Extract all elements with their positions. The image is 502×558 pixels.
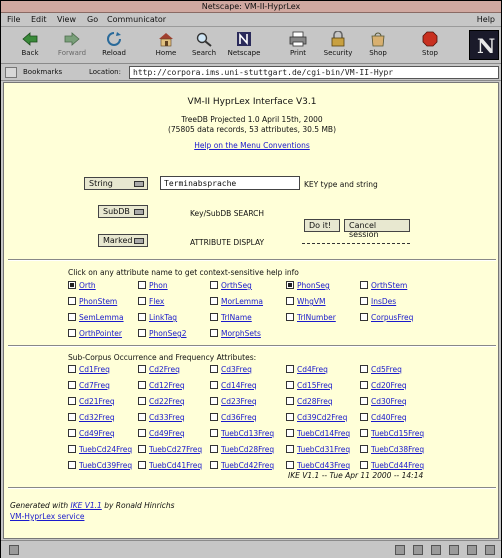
attribute-checkbox[interactable] [360, 297, 396, 307]
reload-icon [105, 31, 123, 47]
subdb-dropdown[interactable]: SubDB [98, 205, 148, 218]
shop-button[interactable]: Shop [357, 30, 399, 62]
subcorpus-checkbox[interactable] [286, 381, 333, 391]
subcorpus-checkbox[interactable] [360, 397, 407, 407]
checkbox-box[interactable] [360, 297, 368, 305]
attribute-help-link[interactable]: OrthStem [371, 281, 408, 290]
attribute-help-link[interactable]: Orth [79, 281, 96, 290]
checkbox-box[interactable] [138, 329, 146, 337]
checkbox-box[interactable] [360, 461, 368, 469]
forward-button[interactable]: Forward [51, 30, 93, 62]
ike-link[interactable]: IKE V1.1 [70, 501, 102, 510]
subcorpus-checkbox[interactable] [68, 445, 132, 455]
print-button[interactable]: Print [277, 30, 319, 62]
stop-icon [421, 31, 439, 47]
checkbox-box[interactable] [210, 281, 218, 289]
netscape-logo[interactable] [469, 30, 499, 60]
attribute-checkbox[interactable] [68, 329, 122, 339]
key-string-input[interactable]: Terminabsprache [160, 176, 300, 190]
subcorpus-help-link[interactable]: Cd7Freq [79, 381, 110, 390]
subcorpus-help-link[interactable]: Cd30Freq [371, 397, 407, 406]
status-icon [449, 545, 459, 555]
attribute-help-link[interactable]: MorLemma [221, 297, 264, 306]
attribute-checkbox[interactable] [286, 313, 336, 323]
attribute-help-link[interactable]: Phon [149, 281, 168, 290]
dropdown-knob-icon [134, 181, 144, 187]
subcorpus-help-link[interactable]: TuebCd43Freq [297, 461, 351, 470]
attribute-help-link[interactable]: Flex [149, 297, 165, 306]
marked-dropdown[interactable]: Marked [98, 234, 148, 247]
checkbox-box[interactable] [286, 429, 294, 437]
checkbox-box[interactable] [360, 365, 368, 373]
checkbox-box[interactable] [68, 329, 76, 337]
subcorpus-help-link[interactable]: Cd14Freq [221, 381, 257, 390]
subcorpus-checkbox[interactable] [68, 461, 132, 471]
checkbox-box[interactable] [210, 445, 218, 453]
subcorpus-help-link[interactable]: Cd23Freq [221, 397, 257, 406]
checkbox-box[interactable] [210, 429, 218, 437]
checkbox-box[interactable] [360, 429, 368, 437]
subcorpus-help-link[interactable]: TuebCd24Freq [79, 445, 133, 454]
subcorpus-checkbox[interactable] [68, 365, 110, 375]
subcorpus-checkbox[interactable] [68, 429, 115, 439]
status-icon [413, 545, 423, 555]
subcorpus-help-link[interactable]: Cd49Freq [79, 429, 115, 438]
checkbox-box[interactable] [210, 313, 218, 321]
checkbox-box[interactable] [286, 313, 294, 321]
checkbox-box[interactable] [68, 313, 76, 321]
subcorpus-help-link[interactable]: TuebCd28Freq [221, 445, 275, 454]
navigation-toolbar [1, 28, 501, 64]
subcorpus-help-link[interactable]: TuebCd15Freq [371, 429, 425, 438]
subcorpus-checkbox[interactable] [286, 429, 350, 439]
checkbox-box[interactable] [360, 445, 368, 453]
search-icon [195, 31, 213, 47]
window-title: Netscape: VM-II-HyprLex [201, 2, 301, 11]
checkbox-box[interactable] [286, 281, 294, 289]
menu-communicator[interactable]: Communicator [107, 15, 167, 24]
printer-icon [289, 31, 307, 47]
subcorpus-help-link[interactable]: Cd21Freq [79, 397, 115, 406]
attribute-help-link[interactable]: TrlName [221, 313, 252, 322]
subcorpus-checkbox[interactable] [286, 445, 350, 455]
checkbox-box[interactable] [68, 413, 76, 421]
subcorpus-checkbox[interactable] [138, 365, 180, 375]
status-bar [1, 540, 501, 558]
checkbox-box[interactable] [210, 413, 218, 421]
security-button[interactable]: Security [317, 30, 359, 62]
divider-2 [8, 345, 496, 347]
page-title: VM-II HyprLex Interface V3.1 [187, 97, 317, 107]
checkbox-box[interactable] [68, 461, 76, 469]
netscape-button[interactable]: Netscape [223, 30, 265, 62]
shopping-bag-icon [369, 31, 387, 47]
attribute-checkbox[interactable] [138, 281, 168, 291]
attribute-help-link[interactable]: PhonStem [79, 297, 118, 306]
subcorpus-checkbox[interactable] [138, 445, 202, 455]
checkbox-box[interactable] [210, 461, 218, 469]
search-button[interactable]: Search [183, 30, 225, 62]
attribute-checkbox[interactable] [68, 313, 124, 323]
subcorpus-help-link[interactable]: Cd32Freq [79, 413, 115, 422]
home-button[interactable]: Home [145, 30, 187, 62]
attribute-help-link[interactable]: PhonSeg [297, 281, 330, 290]
attribute-help-link[interactable]: InsDes [371, 297, 397, 306]
checkbox-box[interactable] [138, 381, 146, 389]
subcorpus-checkbox[interactable] [138, 413, 185, 423]
checkbox-box[interactable] [286, 413, 294, 421]
attribute-help-link[interactable]: OrthSeg [221, 281, 252, 290]
subcorpus-checkbox[interactable] [138, 461, 202, 471]
hyprlex-service-link[interactable]: VM-HyprLex service [10, 512, 85, 521]
menu-edit[interactable]: Edit [31, 15, 47, 24]
help-menu-link[interactable]: Help on the Menu Conventions [194, 141, 310, 150]
subcorpus-help-link[interactable]: Cd28Freq [297, 397, 333, 406]
checkbox-box[interactable] [138, 413, 146, 421]
subcorpus-help-link[interactable]: Cd4Freq [297, 365, 328, 374]
attribute-help-link[interactable]: TrlNumber [297, 313, 336, 322]
attribute-checkbox[interactable] [210, 313, 252, 323]
location-bar [1, 64, 501, 81]
attribute-checkbox[interactable] [68, 281, 96, 291]
key-type-dropdown[interactable]: String [84, 177, 148, 190]
subcorpus-checkbox[interactable] [286, 365, 328, 375]
subcorpus-help-link[interactable]: Cd5Freq [371, 365, 402, 374]
attribute-checkbox[interactable] [210, 297, 263, 307]
checkbox-box[interactable] [286, 461, 294, 469]
stop-button[interactable]: Stop [409, 30, 451, 62]
attribute-help-link[interactable]: PhonSeg2 [149, 329, 187, 338]
ike-timestamp: IKE V1.1 -- Tue Apr 11 2000 -- 14:14 [288, 471, 424, 480]
checkbox-box[interactable] [360, 381, 368, 389]
menu-bar [1, 13, 501, 27]
attribute-help-link[interactable]: CorpusFreq [371, 313, 414, 322]
subcorpus-checkbox[interactable] [210, 413, 257, 423]
status-icon [395, 545, 405, 555]
checkbox-box[interactable] [68, 381, 76, 389]
subcorpus-checkbox[interactable] [210, 397, 257, 407]
attribute-checkbox[interactable] [286, 297, 326, 307]
attribute-help-link[interactable]: LinkTag [149, 313, 178, 322]
menu-help[interactable]: Help [476, 15, 495, 24]
bookmarks-button[interactable]: Bookmarks [23, 68, 63, 76]
attribute-display-label: ATTRIBUTE DISPLAY [190, 238, 265, 247]
back-button[interactable]: Back [9, 30, 51, 62]
title-bar [1, 1, 501, 13]
home-icon [157, 31, 175, 47]
attribute-checkbox[interactable] [210, 281, 252, 291]
checkbox-box[interactable] [68, 445, 76, 453]
checkbox-box[interactable] [210, 329, 218, 337]
checkbox-box[interactable] [210, 365, 218, 373]
checkbox-box[interactable] [68, 297, 76, 305]
subcorpus-help-link[interactable]: Cd1Freq [79, 365, 110, 374]
checkbox-box[interactable] [210, 297, 218, 305]
checkbox-box[interactable] [138, 313, 146, 321]
subcorpus-help-link[interactable]: TuebCd42Freq [221, 461, 275, 470]
checkbox-box[interactable] [360, 281, 368, 289]
divider-3 [8, 487, 496, 489]
attribute-checkbox[interactable] [68, 297, 117, 307]
attribute-checkbox[interactable] [138, 329, 187, 339]
checkbox-box[interactable] [210, 381, 218, 389]
netscape-n-glyph: N [477, 34, 496, 58]
attribute-checkbox[interactable] [360, 281, 407, 291]
subcorpus-checkbox[interactable] [360, 461, 424, 471]
attribute-checkbox[interactable] [138, 297, 164, 307]
checkbox-box[interactable] [138, 429, 146, 437]
subcorpus-checkbox[interactable] [286, 397, 333, 407]
checkbox-box[interactable] [286, 297, 294, 305]
subcorpus-checkbox[interactable] [138, 429, 185, 439]
subcorpus-checkbox[interactable] [210, 429, 274, 439]
attribute-help-link[interactable]: MorphSets [221, 329, 261, 338]
checkbox-box[interactable] [286, 397, 294, 405]
checkbox-box[interactable] [138, 365, 146, 373]
subcorpus-help-link[interactable]: TuebCd39Freq [79, 461, 133, 470]
checkbox-box[interactable] [360, 413, 368, 421]
status-icon [431, 545, 441, 555]
checkbox-box[interactable] [138, 445, 146, 453]
attribute-checkbox[interactable] [360, 313, 413, 323]
subcorpus-help-link[interactable]: Cd2Freq [149, 365, 180, 374]
checkbox-box[interactable] [68, 429, 76, 437]
checkbox-box[interactable] [68, 397, 76, 405]
cancel-session-button[interactable]: Cancel session [344, 219, 410, 232]
subcorpus-help-link[interactable]: Cd39Cd2Freq [297, 413, 348, 422]
subcorpus-help-link[interactable]: Cd22Freq [149, 397, 185, 406]
location-label: Location: [89, 68, 121, 76]
subcorpus-title: Sub-Corpus Occurrence and Frequency Attributes: [68, 353, 257, 362]
menu-view[interactable]: View [57, 15, 76, 24]
status-icon [467, 545, 477, 555]
subcorpus-checkbox[interactable] [360, 445, 424, 455]
attribute-help-link[interactable]: SemLemma [79, 313, 124, 322]
subcorpus-help-link[interactable]: TuebCd31Freq [297, 445, 351, 454]
subcorpus-help-link[interactable]: TuebCd13Freq [221, 429, 275, 438]
subcorpus-checkbox[interactable] [68, 381, 110, 391]
subcorpus-checkbox[interactable] [360, 365, 402, 375]
subcorpus-checkbox[interactable] [360, 429, 424, 439]
subcorpus-checkbox[interactable] [68, 397, 115, 407]
subcorpus-help-link[interactable]: Cd33Freq [149, 413, 185, 422]
forward-arrow-icon [63, 31, 81, 47]
do-it-button[interactable]: Do it! [304, 219, 340, 232]
attribute-help-link[interactable]: OrthPointer [79, 329, 123, 338]
subcorpus-checkbox[interactable] [68, 413, 115, 423]
back-arrow-icon [21, 31, 39, 47]
security-status-icon [9, 545, 19, 555]
attribute-checkbox[interactable] [210, 329, 261, 339]
checkbox-box[interactable] [68, 365, 76, 373]
subcorpus-help-link[interactable]: Cd36Freq [221, 413, 257, 422]
checkbox-box[interactable] [138, 281, 146, 289]
bookmark-grab-icon[interactable] [5, 67, 17, 78]
subcorpus-checkbox[interactable] [360, 413, 407, 423]
subcorpus-checkbox[interactable] [286, 413, 347, 423]
menu-go[interactable]: Go [87, 15, 99, 24]
checkbox-box[interactable] [68, 281, 76, 289]
subcorpus-checkbox[interactable] [210, 461, 274, 471]
checkbox-box[interactable] [360, 397, 368, 405]
lock-icon [329, 31, 347, 47]
checkbox-box[interactable] [286, 445, 294, 453]
reload-button[interactable]: Reload [93, 30, 135, 62]
page-subtitle-1: TreeDB Projected 1.0 April 15th, 2000 [181, 115, 323, 124]
attribute-prompt: Click on any attribute name to get context-sensitive help info [68, 268, 299, 277]
dropdown-knob-icon [134, 238, 144, 244]
subcorpus-checkbox[interactable] [286, 461, 350, 471]
status-icon [485, 545, 495, 555]
checkbox-box[interactable] [210, 397, 218, 405]
dropdown-knob-icon [134, 209, 144, 215]
attribute-checkbox[interactable] [138, 313, 177, 323]
subcorpus-help-link[interactable]: Cd12Freq [149, 381, 185, 390]
page-subtitle-2: (75805 data records, 53 attributes, 30.5 MB) [167, 125, 337, 134]
page-content [3, 82, 499, 539]
subcorpus-help-link[interactable]: Cd15Freq [297, 381, 333, 390]
checkbox-box[interactable] [138, 461, 146, 469]
subcorpus-checkbox[interactable] [210, 445, 274, 455]
menu-file[interactable]: File [7, 15, 21, 24]
key-label: KEY type and string [304, 180, 378, 189]
divider-1 [8, 259, 496, 261]
url-input[interactable]: http://corpora.ims.uni-stuttgart.de/cgi-bin/VM-II-Hypr [129, 66, 499, 79]
checkbox-box[interactable] [286, 381, 294, 389]
subcorpus-checkbox[interactable] [210, 381, 257, 391]
dotted-separator [302, 243, 410, 244]
subcorpus-help-link[interactable]: TuebCd41Freq [149, 461, 203, 470]
subcorpus-checkbox[interactable] [138, 397, 185, 407]
checkbox-box[interactable] [360, 313, 368, 321]
subcorpus-checkbox[interactable] [138, 381, 185, 391]
subcorpus-help-link[interactable]: TuebCd14Freq [297, 429, 351, 438]
checkbox-box[interactable] [138, 297, 146, 305]
subcorpus-help-link[interactable]: TuebCd44Freq [371, 461, 425, 470]
subcorpus-help-link[interactable]: TuebCd38Freq [371, 445, 425, 454]
subcorpus-help-link[interactable]: TuebCd27Freq [149, 445, 203, 454]
attribute-checkbox[interactable] [286, 281, 330, 291]
checkbox-box[interactable] [286, 365, 294, 373]
subcorpus-checkbox[interactable] [360, 381, 407, 391]
subcorpus-help-link[interactable]: Cd20Freq [371, 381, 407, 390]
subcorpus-help-link[interactable]: Cd3Freq [221, 365, 252, 374]
checkbox-box[interactable] [138, 397, 146, 405]
subcorpus-checkbox[interactable] [210, 365, 252, 375]
subcorpus-help-link[interactable]: Cd40Freq [371, 413, 407, 422]
netscape-n-icon [235, 31, 253, 47]
subdb-label: Key/SubDB SEARCH [190, 209, 265, 218]
subcorpus-help-link[interactable]: Cd49Freq [149, 429, 185, 438]
attribute-help-link[interactable]: WhgVM [297, 297, 326, 306]
footer-credit: Generated with IKE V1.1 by Ronald Hinrichs [10, 501, 175, 510]
